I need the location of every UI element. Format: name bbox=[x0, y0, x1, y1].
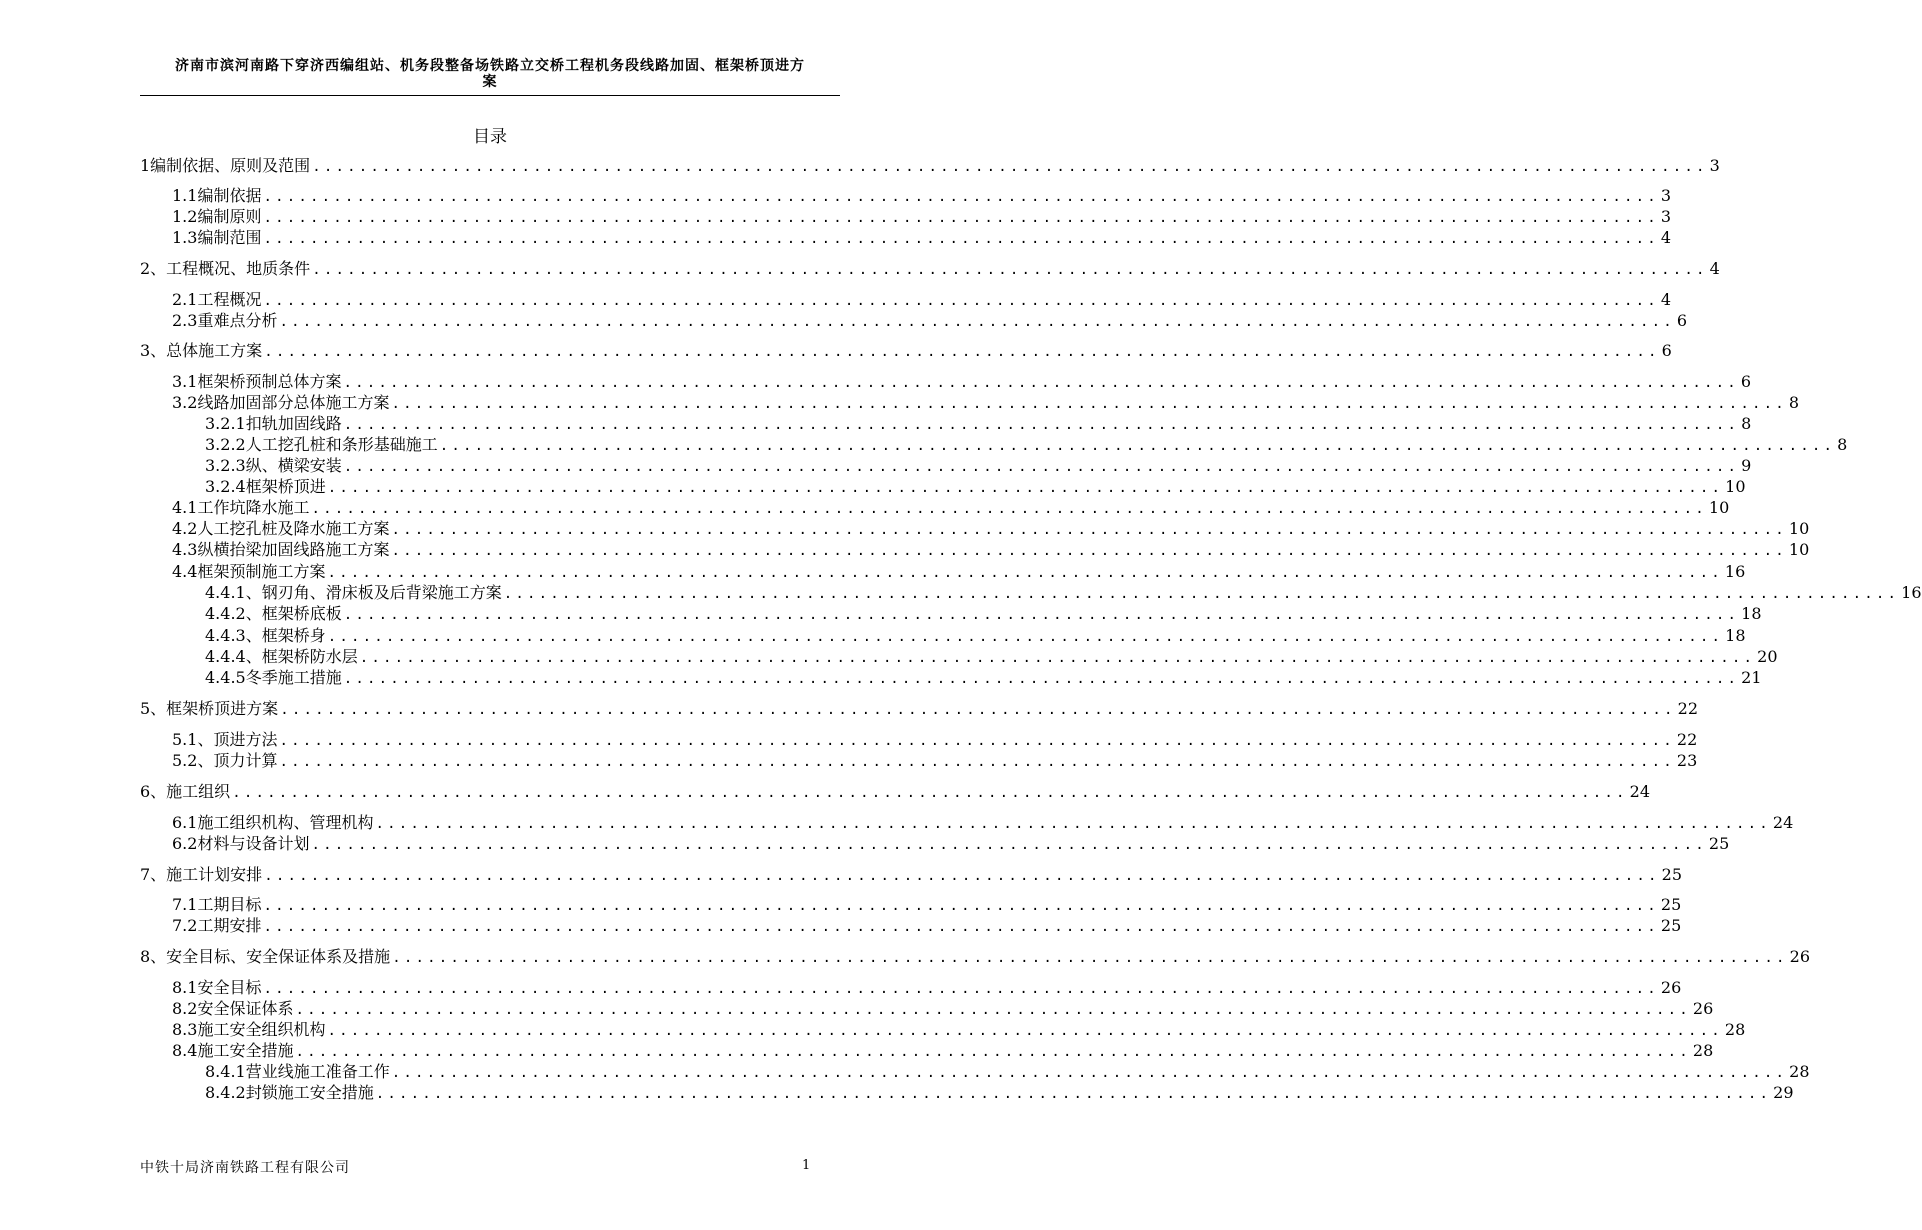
toc-leader-dots: ........................................................................................................................ bbox=[263, 919, 1659, 935]
toc-entry-text: 8.3施工安全组织机构 bbox=[172, 1020, 326, 1039]
toc-entry-text: 6.2材料与设备计划 bbox=[172, 834, 310, 853]
toc-leader-dots: ........................................................................................................................ bbox=[391, 396, 1787, 412]
toc-leader-dots: ........................................................................................................................ bbox=[311, 501, 1707, 517]
toc-leader-dots: ........................................................................................................................ bbox=[263, 898, 1659, 914]
toc-entry-page: 22 bbox=[1677, 699, 1698, 718]
toc-entry-text: 5.1、顶进方法 bbox=[172, 730, 278, 749]
toc-entry-page: 25 bbox=[1660, 895, 1682, 914]
toc-entry-4-3[interactable] bbox=[172, 539, 1810, 560]
toc-entry-5[interactable] bbox=[140, 698, 1698, 719]
toc-entry-text: 4.4.2、框架桥底板 bbox=[205, 604, 342, 623]
toc-entry-text: 7、施工计划安排 bbox=[140, 865, 263, 884]
toc-entry-page: 4 bbox=[1660, 228, 1672, 247]
toc-entry-3-1[interactable] bbox=[172, 371, 1752, 392]
toc-entry-page: 21 bbox=[1741, 668, 1762, 687]
toc-entry-text: 3.2线路加固部分总体施工方案 bbox=[172, 393, 390, 412]
toc-entry-8-4-2[interactable] bbox=[205, 1082, 1794, 1103]
toc-entry-page: 26 bbox=[1692, 999, 1714, 1018]
toc-leader-dots: ........................................................................................................................ bbox=[312, 262, 1708, 278]
toc-entry-text: 3.2.2人工挖孔桩和条形基础施工 bbox=[205, 435, 438, 454]
toc-entry-text: 4.4.4、框架桥防水层 bbox=[205, 647, 358, 666]
toc-entry-text: 2.1工程概况 bbox=[172, 290, 262, 309]
toc-entry-7[interactable] bbox=[140, 864, 1682, 885]
toc-leader-dots: ........................................................................................................................ bbox=[343, 417, 1740, 433]
toc-leader-dots: ........................................................................................................................ bbox=[391, 1065, 1788, 1081]
toc-entry-3-2-2[interactable] bbox=[205, 434, 1848, 455]
toc-entry-page: 20 bbox=[1757, 647, 1778, 666]
toc-entry-text: 1.3编制范围 bbox=[172, 228, 262, 247]
toc-entry-page: 29 bbox=[1773, 1083, 1794, 1102]
toc-entry-text: 7.1工期目标 bbox=[172, 895, 262, 914]
toc-leader-dots: ........................................................................................................................ bbox=[343, 671, 1740, 687]
toc-leader-dots: ........................................................................................................................ bbox=[312, 159, 1708, 175]
toc-entry-2[interactable] bbox=[140, 258, 1720, 279]
toc-entry-text: 6、施工组织 bbox=[140, 782, 231, 801]
toc-entry-1-1[interactable] bbox=[172, 185, 1672, 206]
toc-entry-6-2[interactable] bbox=[172, 833, 1730, 854]
toc-entry-3-2-4[interactable] bbox=[205, 476, 1746, 497]
toc-entry-4-2[interactable] bbox=[172, 518, 1810, 539]
toc-entry-1[interactable] bbox=[140, 155, 1720, 176]
toc-leader-dots: ........................................................................................................................ bbox=[391, 543, 1787, 559]
toc-entry-page: 22 bbox=[1676, 730, 1698, 749]
toc-entry-page: 23 bbox=[1676, 751, 1698, 770]
toc-entry-text: 8.2安全保证体系 bbox=[172, 999, 294, 1018]
toc-leader-dots: ........................................................................................................................ bbox=[359, 650, 1756, 666]
toc-entry-page: 8 bbox=[1741, 414, 1752, 433]
toc-entry-page: 25 bbox=[1661, 865, 1682, 884]
toc-entry-text: 3.2.1扣轨加固线路 bbox=[205, 414, 342, 433]
toc-leader-dots: ........................................................................................................................ bbox=[279, 314, 1675, 330]
header-title-line1: 济南市滨河南路下穿济西编组站、机务段整备场铁路立交桥工程机务段线路加固、框架桥顶进方 bbox=[175, 58, 805, 74]
toc-leader-dots: ........................................................................................................................ bbox=[343, 375, 1739, 391]
toc-entry-1-3[interactable] bbox=[172, 227, 1672, 248]
toc-entry-text: 3.2.3纵、横梁安装 bbox=[205, 456, 342, 475]
page-header bbox=[140, 58, 840, 90]
toc-entry-page: 3 bbox=[1660, 186, 1672, 205]
toc-entry-4-4[interactable] bbox=[172, 561, 1746, 582]
toc-entry-text: 4.4.3、框架桥身 bbox=[205, 626, 326, 645]
toc-entry-text: 2、工程概况、地质条件 bbox=[140, 259, 311, 278]
toc-entry-text: 8.1安全目标 bbox=[172, 978, 262, 997]
toc-entry-text: 4.4.5冬季施工措施 bbox=[205, 668, 342, 687]
toc-leader-dots: ........................................................................................................................ bbox=[391, 522, 1787, 538]
toc-entry-text: 6.1施工组织机构、管理机构 bbox=[172, 813, 374, 832]
toc-entry-3-2[interactable] bbox=[172, 392, 1800, 413]
toc-entry-page: 3 bbox=[1660, 207, 1672, 226]
toc-leader-dots: ........................................................................................................................ bbox=[343, 459, 1740, 475]
toc-leader-dots: ........................................................................................................................ bbox=[264, 344, 1660, 360]
toc-leader-dots: ........................................................................................................................ bbox=[295, 1002, 1691, 1018]
toc-entry-1-2[interactable] bbox=[172, 206, 1672, 227]
toc-entry-text: 8、安全目标、安全保证体系及措施 bbox=[140, 947, 391, 966]
toc-entry-3-2-1[interactable] bbox=[205, 413, 1752, 434]
toc-entry-8-4-1[interactable] bbox=[205, 1061, 1810, 1082]
toc-entry-text: 7.2工期安排 bbox=[172, 916, 262, 935]
toc-entry-text: 4.3纵横抬梁加固线路施工方案 bbox=[172, 540, 390, 559]
toc-entry-page: 24 bbox=[1772, 813, 1794, 832]
toc-entry-page: 4 bbox=[1709, 259, 1720, 278]
toc-entry-text: 3、总体施工方案 bbox=[140, 341, 263, 360]
toc-entry-3-2-3[interactable] bbox=[205, 455, 1752, 476]
toc-entry-text: 1编制依据、原则及范围 bbox=[140, 156, 311, 175]
toc-entry-page: 25 bbox=[1708, 834, 1730, 853]
toc-entry-7-2[interactable] bbox=[172, 915, 1682, 936]
toc-entry-6[interactable] bbox=[140, 781, 1650, 802]
toc-leader-dots: ........................................................................................................................ bbox=[375, 816, 1771, 832]
toc-entry-text: 8.4.2封锁施工安全措施 bbox=[205, 1083, 374, 1102]
toc-leader-dots: ........................................................................................................................ bbox=[279, 754, 1675, 770]
toc-entry-page: 18 bbox=[1741, 604, 1762, 623]
header-title-line2: 案 bbox=[482, 74, 498, 90]
toc-entry-page: 10 bbox=[1708, 498, 1730, 517]
toc-entry-text: 5、框架桥顶进方案 bbox=[140, 699, 279, 718]
toc-entry-2-1[interactable] bbox=[172, 289, 1672, 310]
toc-entry-page: 16 bbox=[1724, 562, 1746, 581]
toc-entry-text: 2.3重难点分析 bbox=[172, 311, 278, 330]
toc-entry-page: 18 bbox=[1725, 626, 1746, 645]
toc-entry-8-1[interactable] bbox=[172, 977, 1682, 998]
toc-entry-6-1[interactable] bbox=[172, 812, 1794, 833]
toc-entry-text: 4.2人工挖孔桩及降水施工方案 bbox=[172, 519, 390, 538]
toc-leader-dots: ........................................................................................................................ bbox=[327, 629, 1724, 645]
toc-entry-page: 10 bbox=[1788, 540, 1810, 559]
toc-entry-text: 3.2.4框架桥顶进 bbox=[205, 477, 326, 496]
toc-entry-page: 9 bbox=[1741, 456, 1752, 475]
toc-leader-dots: ........................................................................................................................ bbox=[503, 586, 1900, 602]
toc-entry-text: 4.1工作坑降水施工 bbox=[172, 498, 310, 517]
toc-leader-dots: ........................................................................................................................ bbox=[439, 438, 1836, 454]
toc-entry-page: 6 bbox=[1676, 311, 1688, 330]
toc-entry-4-1[interactable] bbox=[172, 497, 1730, 518]
toc-entry-3[interactable] bbox=[140, 340, 1672, 361]
toc-entry-4-4-5[interactable] bbox=[205, 667, 1762, 688]
toc-entry-8-2[interactable] bbox=[172, 998, 1714, 1019]
toc-entry-page: 25 bbox=[1660, 916, 1682, 935]
toc-leader-dots: ........................................................................................................................ bbox=[263, 293, 1659, 309]
toc-leader-dots: ........................................................................................................................ bbox=[263, 210, 1659, 226]
toc-leader-dots: ........................................................................................................................ bbox=[327, 480, 1724, 496]
toc-entry-page: 28 bbox=[1724, 1020, 1746, 1039]
toc-leader-dots: ........................................................................................................................ bbox=[263, 981, 1659, 997]
toc-entry-text: 3.1框架桥预制总体方案 bbox=[172, 372, 342, 391]
toc-title: 目录 bbox=[473, 127, 507, 147]
toc-entry-page: 26 bbox=[1789, 947, 1810, 966]
toc-leader-dots: ........................................................................................................................ bbox=[343, 607, 1740, 623]
toc-leader-dots: ........................................................................................................................ bbox=[327, 565, 1723, 581]
toc-entry-8-4[interactable] bbox=[172, 1040, 1714, 1061]
toc-entry-2-3[interactable] bbox=[172, 310, 1688, 331]
toc-leader-dots: ........................................................................................................................ bbox=[280, 702, 1676, 718]
toc-entry-page: 3 bbox=[1709, 156, 1720, 175]
toc-leader-dots: ........................................................................................................................ bbox=[263, 189, 1659, 205]
toc-entry-page: 16 bbox=[1901, 583, 1922, 602]
toc-entry-text: 5.2、顶力计算 bbox=[172, 751, 278, 770]
toc-entry-page: 26 bbox=[1660, 978, 1682, 997]
header-divider bbox=[140, 95, 840, 96]
toc-entry-page: 28 bbox=[1692, 1041, 1714, 1060]
toc-entry-text: 4.4.1、钢刃角、滑床板及后背梁施工方案 bbox=[205, 583, 502, 602]
toc-entry-text: 1.2编制原则 bbox=[172, 207, 262, 226]
toc-entry-page: 6 bbox=[1740, 372, 1752, 391]
toc-leader-dots: ........................................................................................................................ bbox=[327, 1023, 1723, 1039]
toc-leader-dots: ........................................................................................................................ bbox=[232, 785, 1628, 801]
toc-entry-8[interactable] bbox=[140, 946, 1810, 967]
toc-entry-text: 8.4.1营业线施工准备工作 bbox=[205, 1062, 390, 1081]
toc-leader-dots: ........................................................................................................................ bbox=[392, 950, 1788, 966]
toc-entry-page: 8 bbox=[1788, 393, 1800, 412]
toc-leader-dots: ........................................................................................................................ bbox=[311, 837, 1707, 853]
toc-entry-5-2[interactable] bbox=[172, 750, 1698, 771]
toc-leader-dots: ........................................................................................................................ bbox=[375, 1086, 1772, 1102]
toc-entry-page: 4 bbox=[1660, 290, 1672, 309]
toc-leader-dots: ........................................................................................................................ bbox=[279, 733, 1675, 749]
toc-entry-page: 10 bbox=[1725, 477, 1746, 496]
toc-entry-text: 1.1编制依据 bbox=[172, 186, 262, 205]
toc-entry-text: 8.4施工安全措施 bbox=[172, 1041, 294, 1060]
toc-entry-page: 8 bbox=[1837, 435, 1848, 454]
toc-entry-4-4-3[interactable] bbox=[205, 625, 1746, 646]
toc-entry-8-3[interactable] bbox=[172, 1019, 1746, 1040]
toc-entry-page: 28 bbox=[1789, 1062, 1810, 1081]
footer-company-name: 中铁十局济南铁路工程有限公司 bbox=[140, 1160, 350, 1176]
toc-entry-5-1[interactable] bbox=[172, 729, 1698, 750]
toc-entry-text: 4.4框架预制施工方案 bbox=[172, 562, 326, 581]
toc-entry-page: 6 bbox=[1661, 341, 1672, 360]
toc-entry-4-4-1[interactable] bbox=[205, 582, 1922, 603]
footer-page-number: 1 bbox=[802, 1158, 811, 1173]
toc-leader-dots: ........................................................................................................................ bbox=[263, 231, 1659, 247]
toc-entry-page: 24 bbox=[1629, 782, 1650, 801]
toc-entry-4-4-2[interactable] bbox=[205, 603, 1762, 624]
toc-leader-dots: ........................................................................................................................ bbox=[264, 868, 1660, 884]
toc-leader-dots: ........................................................................................................................ bbox=[295, 1044, 1691, 1060]
toc-entry-page: 10 bbox=[1788, 519, 1810, 538]
toc-entry-7-1[interactable] bbox=[172, 894, 1682, 915]
toc-entry-4-4-4[interactable] bbox=[205, 646, 1778, 667]
